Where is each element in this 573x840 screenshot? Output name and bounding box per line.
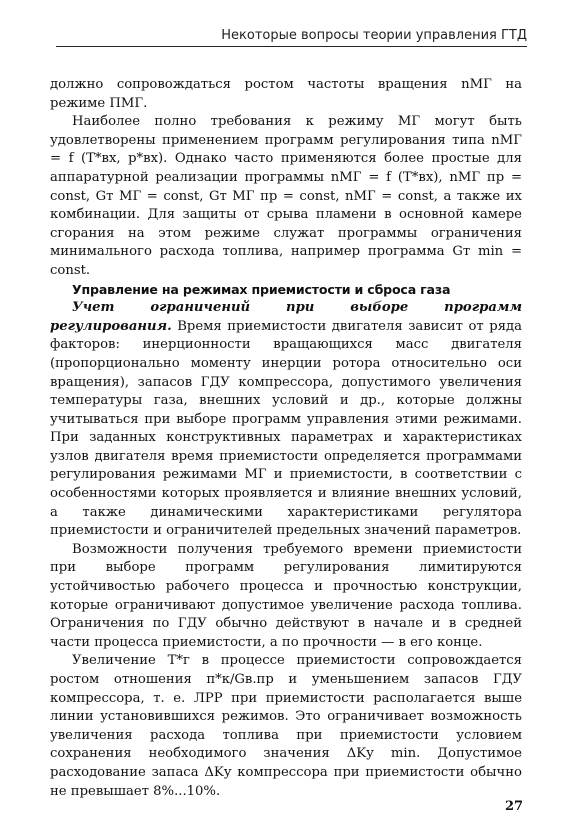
paragraph-constraints (50, 299, 522, 541)
paragraph-temperature: Увеличение T*г в процессе приемистости сопровождается ростом отношения π*к/Gв.пр и уменьшением запасов ГДУ компрессора, т. е. ЛРР при приемистости располагается выше линии установившихся режимов. Это ограничивает возможность увеличения расхода топлива при приемистости условием сохранения необходимого значения ΔKу min. Допустимое расходование запаса ΔKу компрессора при приемистости обычно не превышает 8%...10%. (50, 653, 522, 799)
section-heading: Управление на режимах приемистости и сброса газа (72, 281, 451, 297)
page-body (50, 76, 522, 801)
paragraph-continuation: должно сопровождаться ростом частоты вращения nМГ на режиме ПМГ. (50, 77, 522, 111)
page-number: 27 (505, 799, 524, 814)
header-rule (56, 46, 527, 47)
paragraph-limits: Возможности получения требуемого времени приемистости при выборе программ регулирования лимитируются устойчивостью рабочего процесса и прочностью конструкции, которые ограничивают допустимое увеличение расхода топлива. Ограничения по ГДУ обычно действуют в начале и в средней части процесса приемистости, а по прочности — в его конце. (50, 541, 522, 650)
run-in-heading: Учет ограничений при выборе программ регулирования. (50, 300, 522, 334)
running-header: Некоторые вопросы теории управления ГТД (221, 28, 527, 43)
paragraph-idle-requirements: Наиболее полно требования к режиму МГ могут быть удовлетворены применением программ регулирования типа nМГ = f (T*вх, p*вх). Однако часто применяются более простые для аппаратурной реализации программы nМГ = f (T*вх), nМГ пр = const, Gт МГ = const, Gт МГ пр = const, nМГ = const, а также их комбинации. Для защиты от срыва пламени в основной камере сгорания на этом режиме служат программы ограничения минимального расхода топлива, например программа Gт min = const. (50, 114, 522, 278)
paragraph-constraints-text: Время приемистости двигателя зависит от ряда факторов: инерционности вращающихся масс двигателя (пропорционально моменту инерции ротора относительно оси вращения), запасов ГДУ компрессора, допустимого увеличения температуры газа, внешних условий и др., которые должны учитываться при выборе программ управления этими режимами. При заданных конструктивных параметрах и характеристиках узлов двигателя время приемистости определяется программами регулирования режимами МГ и приемистости, в соответствии с особенностями которых проявляется и влияние внешних условий, а также динамическими характеристиками регулятора приемистости и ограничителей предельных значений параметров. (50, 318, 522, 539)
